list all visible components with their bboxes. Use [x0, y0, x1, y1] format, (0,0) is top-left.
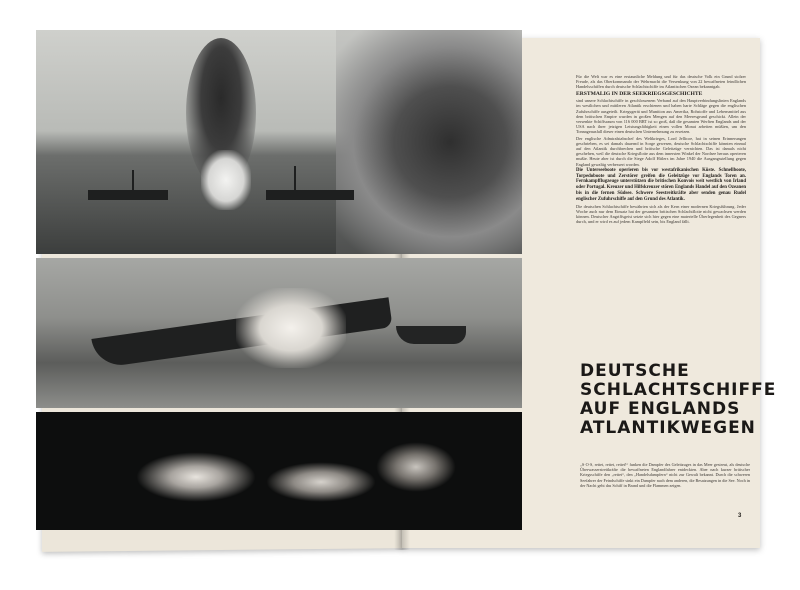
ship-left: [88, 190, 168, 200]
ship-right: [266, 190, 354, 200]
ship-mast: [132, 170, 134, 190]
headline-line: DEUTSCHE: [580, 361, 690, 381]
headline: [580, 361, 777, 438]
article-body-1: sind unsere Schlachtschiffe in geschlossenem Verband auf den Hauptverbindungslinien Englands im westlichen und mittleren Atlantik erschienen und haben harte Schläge gegen die englischen Zufuhrschiffe ausgeteilt. Kriegsgerät und Munition aus Amerika, Rohstoffe und Lebensmittel aus dem britischen Empire wurden in großen Mengen auf den Meeresgrund geschickt. Allein der versenkte Schiffsraum von 116 000 BRT ist so groß, daß die gesamten Werften Englands und der USA nach ihrer jetzigen Leistungsfähigkeit einen vollen Monat arbeiten müßten, um den Tonnageausfall dieser einen deutschen Unternehmung zu ersetzen.: [576, 98, 746, 135]
headline-line: SCHLACHTSCHIFFE: [580, 380, 777, 400]
ship-mast: [294, 166, 296, 190]
article-body-2: Der englische Admiralstabschef des Weltkrieges, Lord Jellicoe, hat in seinen Erinnerungen geschrieben, es sei damals dauernd in Sorge gewesen, deutsche Schlachtschiffe könnten einmal auf den Atlantik durchbrechen und britische Geleitzüge vernichten. Das ist damals nicht geschehen, weil die deutsche Kriegsflotte aus dem innersten Winkel der Nordsee heraus operieren mußte. Heute aber ist durch die Siege Adolf Hitlers im Jahre 1940 die Ausgangsstellung gegen England gewaltig verbessert worden.: [576, 135, 746, 167]
fire-smoke: [236, 288, 346, 368]
article-intro: Für die Welt war es eine erstaunliche Meldung und für das deutsche Volk ein Grund stolzer Freude, als das Oberkommando der Wehrmacht die Versenkung von 22 bewaffneten feindlichen Handelsschiffen durch deutsche Schlachtschiffe im Atlantischen Ozean bekanntgab.: [576, 74, 746, 90]
photo-caption: „S·O·S, rettet, rettet, rettet!“ funken die Dampfer des Geleitzuges in das Meer gestreut, als deutsche Überwasserstreitkräfte die bewaffneten Englandfahrer entdeckten. Aber nach kurzer britischer Kriegsschiffe den „rettet“, den „Handelsdampfern“ nicht zur Gewalt bekannt. Durch die schweren Seefahrer der Feindschiffe sinkt ein Dampfer nach dem anderen, die Besatzungen in die See. Noch in der Nacht geht das Schiff in Brand und die Flammen zeigen.: [580, 462, 750, 488]
fire-glow: [136, 452, 256, 502]
photo-sinking-ship: [36, 258, 522, 408]
smoke-cloud: [336, 30, 522, 254]
headline-line: ATLANTIKWEGEN: [580, 418, 756, 438]
fire-glow: [266, 462, 376, 502]
water-splash: [201, 150, 251, 210]
fire-glow: [376, 442, 456, 492]
article-body-3: Die deutschen Schlachtschiffe bewährten sich als der Kern einer modernen Kriegsführung. Jeder Woche auch nur dem Einsatz hat der gesamten britischen Schlachtflotte nicht gewachsen werden können. Deutscher Angriffsgeist setzte sich hier gegen eine materielle Überlegenheit des Gegners durch, und er wird es auf jedem Kampffeld sein, bis England fällt.: [576, 203, 746, 225]
article-text: [576, 74, 746, 225]
photo-night-fire: [36, 412, 522, 530]
article-highlight-2: Die Unterseeboote operieren bis vor westafrikanischen Küste. Schnellboote, Torpedoboote und Zerstörer greifen die Geleitzüge vor Englands Toren an. Fernkampfflugzeuge unterstützen die britischen Konvois weit westlich von Irland oder Portugal. Kreuzer und Hilfskreuzer stören Englands Handel auf den Ozeanen bis in die fernen Südsee. Schwere Seestreitkräfte aber senden genau Rudel englischer Zufuhrschiffe auf den Grund des Atlantik.: [576, 167, 746, 202]
page-number: 3: [738, 513, 742, 519]
headline-line: AUF ENGLANDS: [580, 399, 741, 419]
wreck-section: [396, 326, 466, 344]
photo-ships-explosion: [36, 30, 522, 254]
article-highlight: ERSTMALIG IN DER SEEKRIEGSGESCHICHTE: [576, 90, 703, 97]
